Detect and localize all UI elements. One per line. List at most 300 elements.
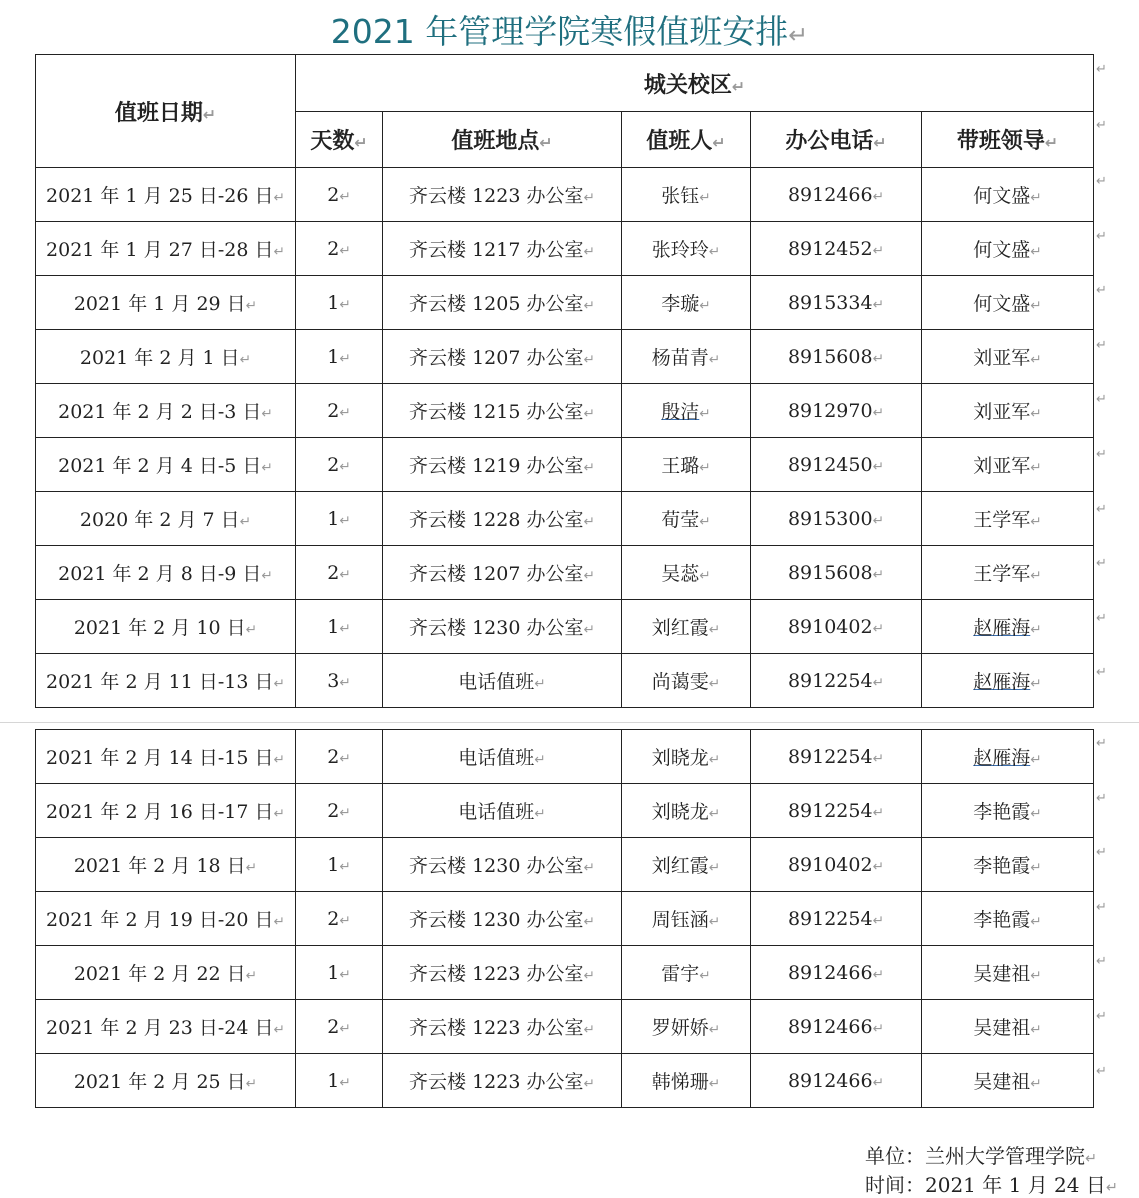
paragraph-mark-icon: ↵ [699, 968, 711, 984]
paragraph-mark-icon: ↵ [872, 350, 885, 367]
paragraph-mark-icon: ↵ [273, 806, 285, 822]
leader-text: 刘亚军 [973, 347, 1031, 369]
cell-date [36, 492, 296, 546]
cell-leader [922, 1054, 1094, 1108]
paragraph-mark-icon: ↵ [708, 806, 721, 822]
person-text: 刘红霞 [651, 617, 709, 639]
cell-person [622, 222, 751, 276]
phone-text: 8915608 [787, 561, 873, 584]
table-row [36, 1000, 1094, 1054]
cell-phone [751, 654, 922, 708]
date-text: 2021 年 2 月 14 日-15 日 [46, 747, 274, 769]
cell-person [622, 492, 751, 546]
paragraph-mark-icon: ↵ [1030, 622, 1042, 638]
location-text: 电话值班 [458, 747, 535, 769]
row-mark-icon: ↵ [1096, 283, 1107, 299]
cell-person [622, 438, 751, 492]
person-text: 尚蔼雯 [651, 671, 709, 693]
paragraph-mark-icon: ↵ [583, 298, 595, 314]
cell-days [296, 438, 383, 492]
paragraph-mark-icon: ↵ [339, 188, 351, 205]
paragraph-mark-icon: ↵ [339, 912, 351, 929]
paragraph-mark-icon: ↵ [872, 620, 885, 637]
paragraph-mark-icon: ↵ [1030, 1076, 1042, 1092]
paragraph-mark-icon: ↵ [239, 352, 252, 368]
paragraph-mark-icon: ↵ [339, 566, 351, 583]
cell-location [383, 946, 622, 1000]
person-text: 雷宇 [661, 963, 700, 985]
table-row [36, 784, 1094, 838]
cell-person [622, 946, 751, 1000]
cell-person [622, 654, 751, 708]
location-text: 齐云楼 1223 办公室 [409, 1017, 584, 1039]
paragraph-mark-icon: ↵ [583, 568, 595, 584]
paragraph-mark-icon: ↵ [1030, 244, 1042, 260]
cell-location [383, 1000, 622, 1054]
paragraph-mark-icon: ↵ [872, 242, 885, 259]
paragraph-mark-icon: ↵ [1030, 352, 1042, 368]
row-mark-icon: ↵ [1096, 174, 1107, 189]
paragraph-mark-icon: ↵ [708, 860, 721, 876]
days-text: 2 [327, 561, 340, 584]
cell-days [296, 654, 383, 708]
row-mark-icon: ↵ [1096, 1009, 1107, 1024]
location-text: 齐云楼 1207 办公室 [409, 563, 584, 585]
days-text: 1 [327, 507, 340, 530]
paragraph-mark-icon: ↵ [339, 1020, 351, 1037]
row-mark-icon: ↵ [1096, 337, 1107, 353]
cell-date [36, 946, 296, 1000]
days-text: 2 [327, 183, 340, 206]
paragraph-mark-icon: ↵ [708, 914, 721, 930]
paragraph-mark-icon: ↵ [708, 352, 721, 368]
days-text: 2 [327, 399, 340, 422]
cell-date [36, 730, 296, 784]
paragraph-mark-icon: ↵ [1030, 676, 1042, 692]
phone-text: 8912466 [787, 1069, 873, 1092]
cell-phone [751, 730, 922, 784]
paragraph-mark-icon: ↵ [339, 404, 351, 421]
cell-location [383, 600, 622, 654]
paragraph-mark-icon: ↵ [261, 406, 273, 422]
cell-phone [751, 892, 922, 946]
paragraph-mark-icon: ↵ [872, 512, 885, 529]
table-row [36, 600, 1094, 654]
paragraph-mark-icon: ↵ [1030, 752, 1042, 768]
phone-text: 8912452 [787, 237, 873, 260]
paragraph-mark-icon: ↵ [872, 858, 885, 875]
cell-leader [922, 654, 1094, 708]
cell-leader [922, 600, 1094, 654]
leader-text: 何文盛 [973, 239, 1031, 261]
header-campus: 城关校区↵ [296, 55, 1094, 112]
cell-location [383, 784, 622, 838]
location-text: 齐云楼 1230 办公室 [409, 617, 584, 639]
location-text: 齐云楼 1223 办公室 [409, 1071, 584, 1093]
header-location: 值班地点↵ [383, 112, 622, 168]
paragraph-mark-icon: ↵ [261, 460, 273, 476]
cell-location [383, 492, 622, 546]
cell-date [36, 546, 296, 600]
days-text: 2 [327, 453, 340, 476]
row-mark-icon: ↵ [1096, 736, 1107, 751]
phone-text: 8910402 [787, 615, 873, 638]
cell-days [296, 946, 383, 1000]
paragraph-mark-icon: ↵ [583, 460, 595, 476]
phone-text: 8912254 [787, 799, 873, 822]
date-text: 2021 年 1 月 25 日-26 日 [46, 185, 274, 207]
cell-location [383, 222, 622, 276]
cell-location [383, 330, 622, 384]
cell-days [296, 1054, 383, 1108]
cell-days [296, 1000, 383, 1054]
row-mark-icon: ↵ [1096, 790, 1107, 806]
paragraph-mark-icon: ↵ [583, 914, 595, 930]
paragraph-mark-icon: ↵ [245, 1076, 258, 1092]
paragraph-mark-icon: ↵ [583, 406, 595, 422]
paragraph-mark-icon: ↵ [339, 804, 351, 821]
cell-date [36, 222, 296, 276]
days-text: 2 [327, 745, 340, 768]
days-text: 3 [327, 669, 340, 692]
cell-days [296, 276, 383, 330]
cell-leader [922, 946, 1094, 1000]
date-text: 2021 年 2 月 10 日 [73, 617, 246, 639]
leader-text: 王学军 [973, 509, 1031, 531]
cell-phone [751, 222, 922, 276]
phone-text: 8912254 [787, 907, 873, 930]
cell-location [383, 276, 622, 330]
cell-person [622, 784, 751, 838]
cell-date [36, 330, 296, 384]
person-text: 刘晓龙 [651, 801, 709, 823]
paragraph-mark-icon: ↵ [534, 806, 546, 822]
leader-text: 吴建祖 [973, 1017, 1031, 1039]
location-text: 齐云楼 1223 办公室 [409, 963, 584, 985]
leader-text: 李艳霞 [973, 801, 1031, 823]
days-text: 1 [327, 345, 340, 368]
cell-days [296, 838, 383, 892]
date-text: 2021 年 2 月 18 日 [73, 855, 246, 877]
table-row [36, 946, 1094, 1000]
cell-location [383, 892, 622, 946]
person-text: 荀莹 [661, 509, 700, 531]
leader-text: 刘亚军 [973, 455, 1031, 477]
cell-days [296, 600, 383, 654]
paragraph-mark-icon: ↵ [534, 752, 546, 768]
paragraph-mark-icon: ↵ [1030, 968, 1042, 984]
cell-person [622, 730, 751, 784]
person-text: 罗妍娇 [651, 1017, 709, 1039]
days-text: 2 [327, 907, 340, 930]
phone-text: 8915300 [787, 507, 873, 530]
cell-leader [922, 168, 1094, 222]
cell-leader [922, 838, 1094, 892]
cell-days [296, 222, 383, 276]
cell-date [36, 438, 296, 492]
location-text: 齐云楼 1223 办公室 [409, 185, 584, 207]
paragraph-mark-icon: ↵ [708, 1076, 721, 1092]
location-text: 齐云楼 1230 办公室 [409, 909, 584, 931]
date-text: 2021 年 2 月 11 日-13 日 [46, 671, 274, 693]
paragraph-mark-icon: ↵ [261, 568, 273, 584]
date-text: 2021 年 2 月 19 日-20 日 [46, 909, 274, 931]
row-mark-icon: ↵ [1096, 954, 1107, 970]
paragraph-mark-icon: ↵ [788, 21, 809, 49]
cell-date [36, 1054, 296, 1108]
cell-days [296, 384, 383, 438]
person-text: 张钰 [661, 185, 700, 207]
leader-text: 吴建祖 [973, 963, 1031, 985]
phone-text: 8915334 [787, 291, 873, 314]
paragraph-mark-icon: ↵ [699, 406, 711, 422]
table-row [36, 492, 1094, 546]
table-row [36, 546, 1094, 600]
paragraph-mark-icon: ↵ [583, 190, 595, 206]
cell-person [622, 276, 751, 330]
table-row [36, 730, 1094, 784]
paragraph-mark-icon: ↵ [699, 190, 711, 206]
person-text: 刘红霞 [651, 855, 709, 877]
cell-phone [751, 384, 922, 438]
paragraph-mark-icon: ↵ [583, 352, 595, 368]
paragraph-mark-icon: ↵ [872, 1074, 885, 1091]
paragraph-mark-icon: ↵ [699, 514, 711, 530]
phone-text: 8912466 [787, 961, 873, 984]
person-text: 周钰涵 [651, 909, 709, 931]
row-mark-icon: ↵ [1096, 610, 1107, 626]
paragraph-mark-icon: ↵ [583, 514, 595, 530]
paragraph-mark-icon: ↵ [245, 968, 258, 984]
cell-date [36, 384, 296, 438]
paragraph-mark-icon: ↵ [1030, 568, 1042, 584]
date-text: 2021 年 1 月 27 日-28 日 [46, 239, 274, 261]
paragraph-mark-icon: ↵ [708, 622, 721, 638]
footer-unit: 单位：兰州大学管理学院↵ [865, 1144, 1098, 1168]
header-phone: 办公电话↵ [751, 112, 922, 168]
paragraph-mark-icon: ↵ [1030, 914, 1042, 930]
paragraph-mark-icon: ↵ [273, 914, 285, 930]
paragraph-mark-icon: ↵ [339, 858, 351, 875]
date-text: 2021 年 2 月 23 日-24 日 [46, 1017, 274, 1039]
paragraph-mark-icon: ↵ [1030, 298, 1042, 314]
cell-days [296, 330, 383, 384]
paragraph-mark-icon: ↵ [245, 298, 258, 314]
row-end-marks [1096, 0, 1116, 1196]
phone-text: 8910402 [787, 853, 873, 876]
phone-text: 8915608 [787, 345, 873, 368]
cell-person [622, 546, 751, 600]
phone-text: 8912466 [787, 183, 873, 206]
table-row [36, 276, 1094, 330]
row-mark-icon: ↵ [1096, 556, 1107, 572]
paragraph-mark-icon: ↵ [708, 244, 721, 260]
leader-text: 赵雁海 [973, 747, 1031, 769]
person-text: 吴蕊 [661, 563, 700, 585]
cell-days [296, 730, 383, 784]
phone-text: 8912450 [787, 453, 873, 476]
cell-person [622, 838, 751, 892]
days-text: 1 [327, 615, 340, 638]
person-text: 殷洁 [661, 401, 700, 423]
leader-text: 何文盛 [973, 293, 1031, 315]
cell-leader [922, 492, 1094, 546]
leader-text: 刘亚军 [973, 401, 1031, 423]
cell-date [36, 892, 296, 946]
cell-phone [751, 946, 922, 1000]
paragraph-mark-icon: ↵ [245, 860, 258, 876]
leader-text: 赵雁海 [973, 671, 1031, 693]
row-mark-icon: ↵ [1096, 228, 1107, 244]
paragraph-mark-icon: ↵ [699, 460, 711, 476]
cell-leader [922, 438, 1094, 492]
duty-table-page-2 [35, 729, 1094, 1108]
location-text: 齐云楼 1215 办公室 [409, 401, 584, 423]
phone-text: 8912970 [787, 399, 873, 422]
date-text: 2021 年 2 月 2 日-3 日 [58, 401, 262, 423]
paragraph-mark-icon: ↵ [534, 676, 546, 692]
cell-date [36, 276, 296, 330]
paragraph-mark-icon: ↵ [239, 514, 252, 530]
person-text: 张玲玲 [651, 239, 709, 261]
paragraph-mark-icon: ↵ [583, 968, 595, 984]
cell-days [296, 492, 383, 546]
cell-leader [922, 892, 1094, 946]
paragraph-mark-icon: ↵ [1030, 860, 1042, 876]
paragraph-mark-icon: ↵ [583, 1022, 595, 1038]
cell-person [622, 1054, 751, 1108]
cell-person [622, 600, 751, 654]
paragraph-mark-icon: ↵ [708, 752, 721, 768]
cell-days [296, 892, 383, 946]
row-mark-icon: ↵ [1096, 845, 1107, 861]
row-mark-icon: ↵ [1096, 392, 1107, 408]
duty-table-page-1 [35, 54, 1094, 708]
leader-text: 李艳霞 [973, 909, 1031, 931]
cell-date [36, 838, 296, 892]
paragraph-mark-icon: ↵ [273, 190, 285, 206]
paragraph-mark-icon: ↵ [339, 750, 351, 767]
table-row [36, 438, 1094, 492]
cell-date [36, 168, 296, 222]
paragraph-mark-icon: ↵ [1030, 190, 1042, 206]
leader-text: 赵雁海 [973, 617, 1031, 639]
cell-leader [922, 222, 1094, 276]
paragraph-mark-icon: ↵ [1030, 806, 1042, 822]
paragraph-mark-icon: ↵ [699, 298, 711, 314]
paragraph-mark-icon: ↵ [339, 296, 351, 313]
person-text: 王璐 [661, 455, 700, 477]
location-text: 齐云楼 1230 办公室 [409, 855, 584, 877]
location-text: 齐云楼 1207 办公室 [409, 347, 584, 369]
cell-phone [751, 168, 922, 222]
cell-location [383, 838, 622, 892]
paragraph-mark-icon: ↵ [872, 458, 885, 475]
paragraph-mark-icon: ↵ [339, 966, 351, 983]
row-mark-icon: ↵ [1096, 899, 1107, 915]
cell-person [622, 1000, 751, 1054]
table-row [36, 1054, 1094, 1108]
cell-phone [751, 492, 922, 546]
cell-phone [751, 1054, 922, 1108]
location-text: 齐云楼 1228 办公室 [409, 509, 584, 531]
person-text: 刘晓龙 [651, 747, 709, 769]
cell-days [296, 546, 383, 600]
cell-location [383, 1054, 622, 1108]
paragraph-mark-icon: ↵ [708, 676, 721, 692]
paragraph-mark-icon: ↵ [1030, 514, 1042, 530]
cell-days [296, 784, 383, 838]
phone-text: 8912254 [787, 669, 873, 692]
page-break-divider [0, 722, 1139, 723]
cell-location [383, 654, 622, 708]
paragraph-mark-icon: ↵ [872, 404, 885, 421]
days-text: 1 [327, 1069, 340, 1092]
cell-phone [751, 546, 922, 600]
header-days: 天数↵ [296, 112, 383, 168]
paragraph-mark-icon: ↵ [245, 622, 258, 638]
person-text: 韩悌珊 [651, 1071, 709, 1093]
cell-person [622, 384, 751, 438]
paragraph-mark-icon: ↵ [339, 1074, 351, 1091]
cell-leader [922, 384, 1094, 438]
table-row [36, 222, 1094, 276]
paragraph-mark-icon: ↵ [339, 674, 351, 691]
cell-location [383, 730, 622, 784]
paragraph-mark-icon: ↵ [1030, 1022, 1042, 1038]
cell-location [383, 546, 622, 600]
location-text: 电话值班 [458, 801, 535, 823]
days-text: 2 [327, 799, 340, 822]
leader-text: 王学军 [973, 563, 1031, 585]
row-mark-icon: ↵ [1096, 62, 1107, 77]
paragraph-mark-icon: ↵ [583, 1076, 595, 1092]
paragraph-mark-icon: ↵ [872, 750, 885, 767]
table-row [36, 168, 1094, 222]
row-mark-icon: ↵ [1096, 447, 1107, 462]
cell-date [36, 654, 296, 708]
paragraph-mark-icon: ↵ [872, 966, 885, 983]
paragraph-mark-icon: ↵ [339, 620, 351, 637]
table-row [36, 384, 1094, 438]
cell-leader [922, 1000, 1094, 1054]
paragraph-mark-icon: ↵ [1030, 406, 1042, 422]
person-text: 李璇 [661, 293, 700, 315]
page-title [0, 6, 1139, 53]
date-text: 2021 年 2 月 4 日-5 日 [58, 455, 262, 477]
date-text: 2020 年 2 月 7 日 [79, 509, 240, 531]
location-text: 电话值班 [458, 671, 535, 693]
cell-phone [751, 1000, 922, 1054]
cell-location [383, 384, 622, 438]
paragraph-mark-icon: ↵ [872, 1020, 885, 1037]
header-person: 值班人↵ [622, 112, 751, 168]
paragraph-mark-icon: ↵ [273, 676, 285, 692]
days-text: 1 [327, 961, 340, 984]
date-text: 2021 年 2 月 8 日-9 日 [58, 563, 262, 585]
cell-days [296, 168, 383, 222]
header-date: 值班日期↵ [36, 55, 296, 168]
paragraph-mark-icon: ↵ [583, 244, 595, 260]
cell-phone [751, 784, 922, 838]
location-text: 齐云楼 1219 办公室 [409, 455, 584, 477]
cell-phone [751, 438, 922, 492]
paragraph-mark-icon: ↵ [583, 622, 595, 638]
paragraph-mark-icon: ↵ [699, 568, 711, 584]
paragraph-mark-icon: ↵ [273, 752, 285, 768]
phone-text: 8912254 [787, 745, 873, 768]
cell-phone [751, 276, 922, 330]
